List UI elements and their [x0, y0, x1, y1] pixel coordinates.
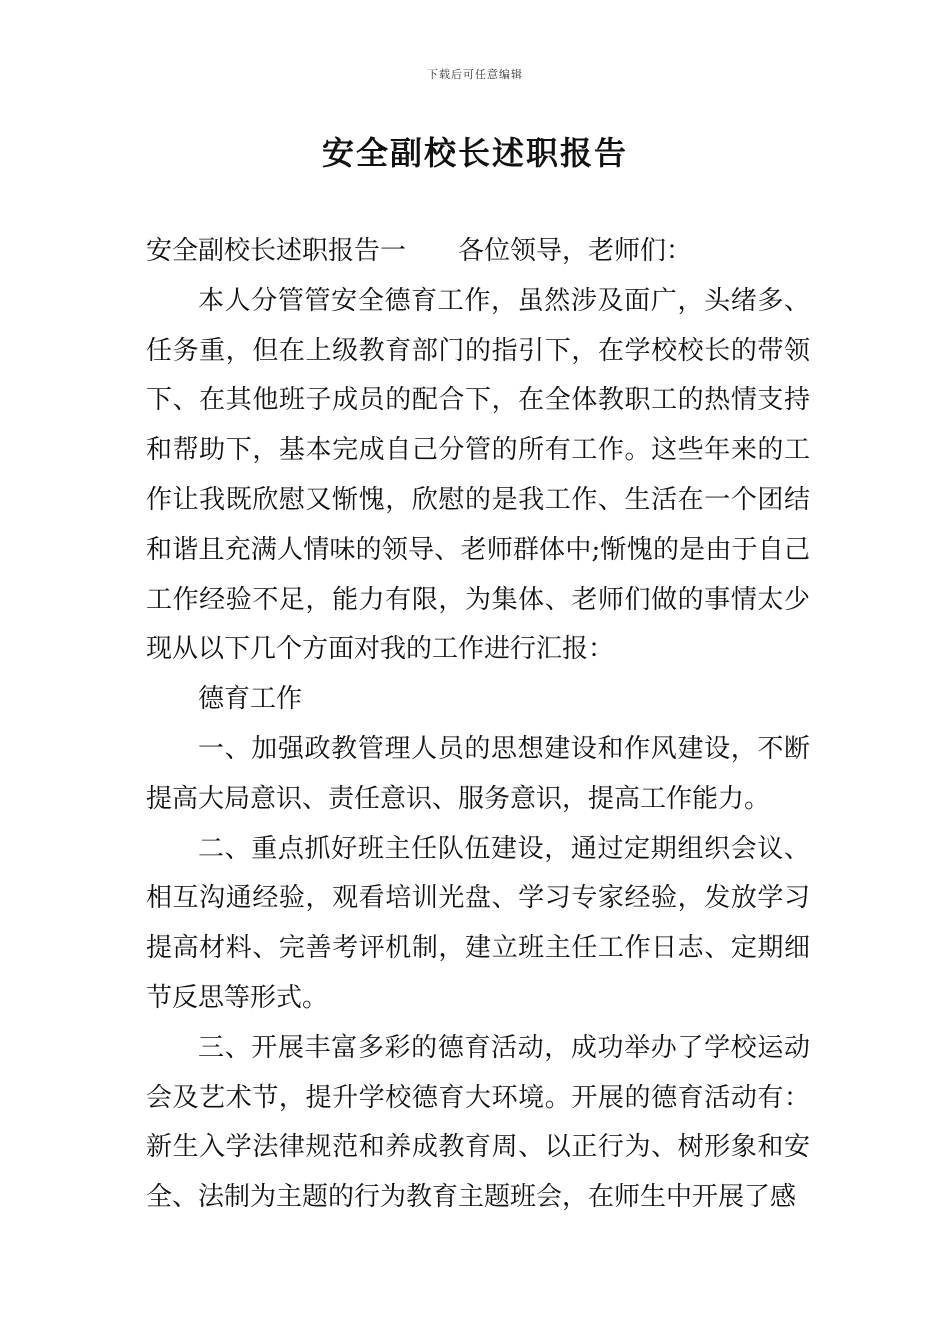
paragraph-item-2: 二、重点抓好班主任队伍建设，通过定期组织会议、相互沟通经验，观看培训光盘、学习专家经验，发放学习提高材料、完善考评机制，建立班主任工作日志、定期细节反思等形式。: [146, 833, 810, 1013]
document-title: 安全副校长述职报告: [321, 134, 628, 172]
document-body: [146, 227, 810, 1223]
opening-line: [146, 227, 810, 277]
paragraph-item-1: 一、加强政教管理人员的思想建设和作风建设，不断提高大局意识、责任意识、服务意识，提高工作能力。: [146, 733, 810, 814]
header-note: 下载后可任意编辑: [427, 68, 523, 81]
paragraph-intro: 本人分管管安全德育工作，虽然涉及面广，头绪多、任务重，但在上级教育部门的指引下，在学校校长的带领下、在其他班子成员的配合下，在全体教职工的热情支持和帮助下，基本完成自己分管的所有工作。这些年来的工作让我既欣慰又惭愧，欣慰的是我工作、生活在一个团结和谐且充满人情味的领导、老师群体中;惭愧的是由于自己工作经验不足，能力有限，为集体、老师们做的事情太少现从以下几个方面对我的工作进行汇报：: [146, 285, 810, 665]
report-subtitle: 安全副校长述职报告一: [146, 236, 407, 266]
paragraph-item-3: 三、开展丰富多彩的德育活动，成功举办了学校运动会及艺术节，提升学校德育大环境。开展的德育活动有：新生入学法律规范和养成教育周、以正行为、树形象和安全、法制为主题的行为教育主题班会，在师生中开展了感: [146, 1032, 810, 1213]
section-heading-moral-education: 德育工作: [198, 684, 303, 715]
salutation: 各位领导，老师们：: [458, 236, 693, 266]
